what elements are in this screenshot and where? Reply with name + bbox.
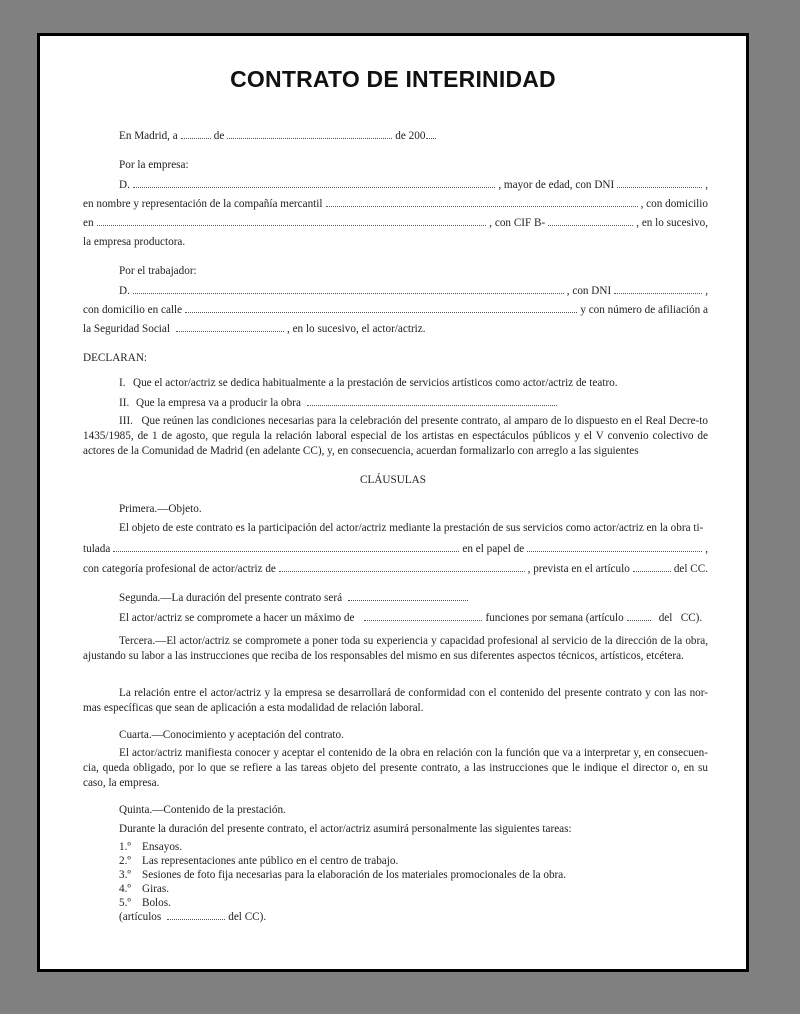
declaran-item-iii: III. Que reúnen las condiciones necesarias para la celebración del presente contrato, al amparo de lo dispuesto en el Real Decre-to 1435/1985, de 1 de agosto, que regula la relación laboral especial de los artistas en espectáculos públicos y el V convenio colectivo de actores de la Comunidad de Madrid (en adelante CC), y, en consecuencia, acuerdan formalizarlo con arreglo a las siguientes (83, 415, 708, 457)
trabajador-heading: Por el trabajador: (119, 265, 197, 277)
worker-dni-blank[interactable] (614, 284, 702, 294)
primera-line-2: tulada en el papel de , (83, 543, 708, 555)
category-blank[interactable] (279, 562, 525, 572)
primera-line-3: con categoría profesional de actor/actriz de , prevista en el artículo del CC. (83, 563, 708, 575)
cif-blank[interactable] (548, 216, 633, 226)
task-list-item: 4.º Giras. (119, 883, 170, 895)
task-list-item: 1.º Ensayos. (119, 841, 183, 853)
empresa-line-2: en nombre y representación de la compañía mercantil , con domicilio (83, 198, 708, 210)
trabajador-line-3: la Seguridad Social , en lo sucesivo, el actor/actriz. (83, 323, 426, 335)
quinta-footer: (artículos del CC). (119, 911, 267, 923)
document-title: CONTRATO DE INTERINIDAD (230, 66, 556, 92)
cuarta-paragraph: El actor/actriz manifiesta conocer y aceptar el contenido de la obra en relación con la función que va a interpretar y, en consecuen-cia, queda obligado, por lo que se refiere a las tareas objeto del presente contrato, a las instrucciones que le indique el director o, en su caso, la empresa. (83, 747, 708, 789)
clausulas-heading: CLÁUSULAS (360, 474, 426, 486)
task-list-item: 5.º Bolos. (119, 897, 171, 909)
empresa-line-4: la empresa productora. (83, 236, 186, 248)
tercera-paragraph-1: Tercera.—El actor/actriz se compromete a poner toda su experiencia y capacidad profesional al servicio de la dirección de la obra, ajustando su labor a las instrucciones que reciba de los responsables del mismo en sus diferentes aspectos técnicos, artísticos, etcétera. (83, 635, 708, 662)
company-address-blank[interactable] (97, 216, 487, 226)
play-title-blank[interactable] (307, 396, 557, 406)
day-blank[interactable] (181, 129, 211, 139)
worker-address-blank[interactable] (185, 303, 577, 313)
primera-paragraph: El objeto de este contrato es la participación del actor/actriz mediante la prestación de sus servicios como actor/actriz en la obra ti- (119, 522, 704, 534)
quinta-intro: Durante la duración del presente contrato, el actor/actriz asumirá personalmente las siguientes tareas: (119, 823, 572, 835)
task-list-item: 2.º Las representaciones ante público en el centro de trabajo. (119, 855, 399, 867)
document-page (37, 33, 749, 972)
tercera-paragraph-2: La relación entre el actor/actriz y la empresa se desarrollará de conformidad con el contenido del presente contrato y con las nor-mas específicas que sean de aplicación a esta modalidad de relación laboral. (83, 687, 708, 714)
trabajador-line-2: con domicilio en calle y con número de afiliación a (83, 304, 708, 316)
empresa-heading: Por la empresa: (119, 159, 189, 171)
empresa-line-1: D. , mayor de edad, con DNI , (119, 179, 708, 191)
company-name-blank[interactable] (326, 197, 638, 207)
date-line: En Madrid, a de de 200 (119, 129, 439, 143)
segunda-heading: Segunda.—La duración del presente contrato será (119, 591, 471, 605)
max-functions-blank[interactable] (364, 611, 482, 621)
empresa-line-3: en , con CIF B- , en lo sucesivo, (83, 217, 708, 229)
segunda-article-blank[interactable] (627, 611, 651, 621)
segunda-line-2: El actor/actriz se compromete a hacer un máximo de funciones por semana (artículo del CC). (119, 612, 703, 624)
empresa-representative-blank[interactable] (133, 178, 495, 188)
social-security-blank[interactable] (176, 322, 284, 332)
declaran-item-i: I. Que el actor/actriz se dedica habitualmente a la prestación de servicios artísticos como actor/actriz de teatro. (119, 377, 618, 389)
worker-name-blank[interactable] (133, 284, 564, 294)
article-blank[interactable] (633, 562, 671, 572)
quinta-articles-blank[interactable] (167, 910, 225, 920)
quinta-heading: Quinta.—Contenido de la prestación. (119, 804, 286, 816)
month-blank[interactable] (227, 129, 392, 139)
play-titled-blank[interactable] (113, 542, 459, 552)
duration-blank[interactable] (348, 591, 468, 601)
role-blank[interactable] (527, 542, 702, 552)
declaran-heading: DECLARAN: (83, 352, 148, 364)
declaran-item-ii: II. Que la empresa va a producir la obra (119, 396, 560, 410)
primera-heading: Primera.—Objeto. (119, 503, 202, 515)
trabajador-line-1: D. , con DNI , (119, 285, 708, 297)
year-blank[interactable] (426, 129, 436, 139)
cuarta-heading: Cuarta.—Conocimiento y aceptación del contrato. (119, 729, 344, 741)
task-list-item: 3.º Sesiones de foto fija necesarias para la elaboración de los materiales promocionales de la obra. (119, 869, 567, 881)
empresa-dni-blank[interactable] (617, 178, 702, 188)
